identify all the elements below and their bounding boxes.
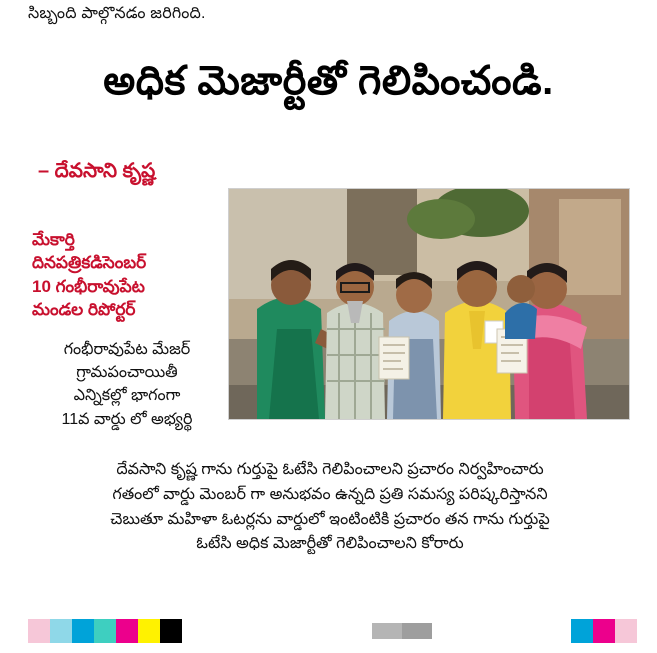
- body-line: చెబుతూ మహిళా ఓటర్లను వార్డులో ఇంటింటికి ప్రచారం తన గాను గుర్తుపై: [110, 510, 550, 528]
- gray-calibration-bar: [372, 623, 432, 639]
- color-swatch: [593, 619, 615, 643]
- photo-illustration: [229, 189, 629, 419]
- headline: అధిక మెజార్టీతో గెలిపించండి.: [103, 59, 554, 103]
- color-calibration-bar-right: [571, 619, 637, 643]
- body-line: ఎన్నికల్లో భాగంగా: [73, 387, 181, 405]
- body-line: గంభీరావుపేట మేజర్: [63, 341, 191, 358]
- lead-line: మండల రిపోర్టర్: [32, 300, 136, 320]
- lead-line: 10 గంభీరావుపేట: [32, 276, 145, 296]
- gray-swatch: [372, 623, 402, 639]
- color-swatch: [50, 619, 72, 643]
- color-swatch: [160, 619, 182, 643]
- campaign-group-photo: [228, 188, 630, 420]
- body-line: గతంలో వార్డు మెంబర్ గా అనుభవం ఉన్నది ప్రతి సమస్య పరిష్కరిస్తానని: [112, 485, 548, 503]
- lead-line: దినపత్రికడిసెంబర్: [32, 253, 147, 273]
- body-line: 11వ వార్డు లో అభ్యర్థి: [61, 410, 193, 428]
- body-line: దేవసాని కృష్ణ గాను గుర్తుపై ఓటేసి గెలిపించాలని ప్రచారం నిర్వహించారు: [116, 461, 544, 478]
- color-calibration-bar-left: [28, 619, 182, 643]
- top-partial-line: సిబ్బంది పాల్గొనడం జరిగింది.: [28, 5, 206, 22]
- byline: – దేవసాని కృష్ణ: [38, 160, 156, 182]
- color-swatch: [138, 619, 160, 643]
- lead-paragraph: [32, 228, 214, 322]
- body-line: ఓటేసి అధిక మెజార్టీతో గెలిపించాలని కోరారు: [196, 535, 464, 553]
- body-line: గ్రామపంచాయితీ: [76, 364, 178, 382]
- lead-line: మేకార్తి: [32, 230, 75, 249]
- gray-swatch: [402, 623, 432, 639]
- color-swatch: [94, 619, 116, 643]
- color-swatch: [116, 619, 138, 643]
- color-swatch: [615, 619, 637, 643]
- body-paragraph-wide: [30, 458, 630, 557]
- body-column: [32, 338, 222, 431]
- color-swatch: [72, 619, 94, 643]
- color-swatch: [28, 619, 50, 643]
- color-swatch: [571, 619, 593, 643]
